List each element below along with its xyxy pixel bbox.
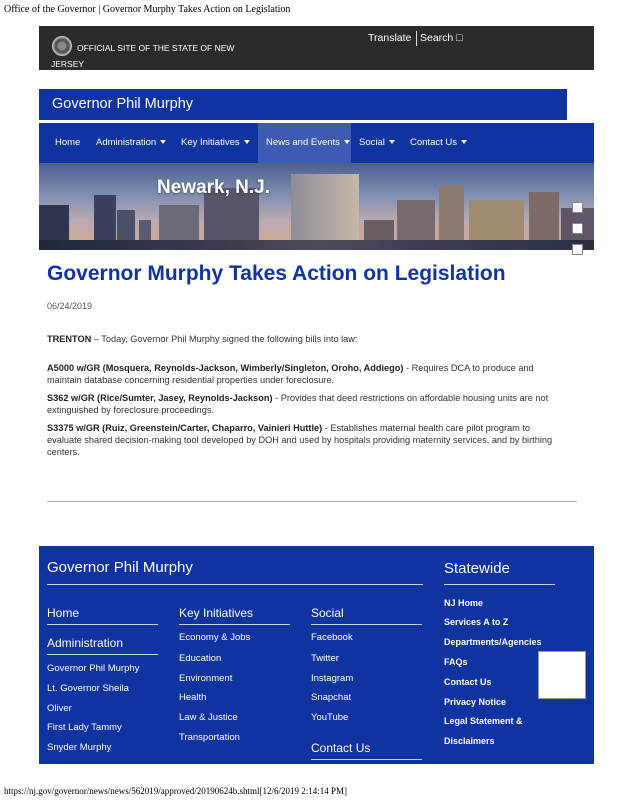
bill-id: S3375 w/GR (Ruiz, Greenstein/Carter, Chaparro, Vainieri Huttle) [47, 423, 323, 433]
main-nav [39, 123, 594, 163]
statewide-link[interactable]: Disclaimers [444, 736, 495, 746]
footer-link[interactable]: Health [179, 692, 207, 703]
side-checkbox[interactable] [572, 244, 583, 255]
bill-description: - Provides that deed restrictions on affordable housing units are not extinguished by foreclosure proceedings. [47, 393, 549, 415]
bill-item [47, 362, 557, 386]
print-header: Office of the Governor | Governor Murphy Takes Action on Legislation [4, 4, 291, 15]
nav-key-initiatives[interactable] [173, 123, 257, 163]
footer-rule [311, 759, 422, 760]
nav-news-and-events-label: News and Events [266, 137, 340, 148]
footer-rule [311, 624, 422, 625]
footer-link[interactable]: Economy & Jobs [179, 632, 251, 643]
site-title[interactable]: Governor Phil Murphy [52, 96, 194, 112]
footer-administration-heading[interactable]: Administration [47, 636, 124, 650]
footer-link[interactable]: Facebook [311, 632, 353, 643]
footer-link[interactable]: Law & Justice [179, 712, 238, 723]
footer-link[interactable]: Education [179, 653, 222, 664]
statewide-link[interactable]: Services A to Z [444, 617, 509, 627]
footer-rule [47, 624, 158, 625]
chevron-down-icon [389, 140, 395, 144]
footer-link[interactable]: YouTube [311, 712, 349, 723]
footer-link[interactable]: Instagram [311, 673, 354, 684]
statewide-link[interactable]: FAQs [444, 657, 468, 667]
statewide-link[interactable]: Privacy Notice [444, 697, 507, 707]
footer-title: Governor Phil Murphy [47, 559, 193, 576]
footer-rule [47, 654, 158, 655]
article-intro [47, 333, 557, 345]
skyline-banner [39, 163, 594, 250]
footer-link[interactable]: Transportation [179, 732, 240, 743]
bill-description: - Establishes maternal health care pilot program to evaluate shared decision-making tool developed by DOH and used by hospitals providing maternity services, and by birthing centers. [47, 423, 553, 457]
nav-home[interactable] [47, 123, 87, 163]
bill-id: S362 w/GR (Rice/Sumter, Jasey, Reynolds-Jackson) [47, 393, 273, 403]
footer-rule [444, 584, 555, 585]
footer-link[interactable]: Twitter [311, 653, 339, 664]
official-site-label[interactable]: OFFICIAL SITE OF THE STATE OF NEW JERSEY [51, 43, 235, 69]
chevron-down-icon [244, 140, 250, 144]
footer-link[interactable]: Governor Phil Murphy [47, 663, 140, 674]
bill-id: A5000 w/GR (Mosquera, Reynolds-Jackson, Wimberly/Singleton, Oroho, Addiego) [47, 363, 404, 373]
page-title: Governor Murphy Takes Action on Legislation [47, 262, 506, 285]
side-checkbox[interactable] [572, 202, 583, 213]
footer-link[interactable]: Oliver [47, 703, 72, 714]
statewide-heading: Statewide [444, 560, 510, 577]
nav-social[interactable] [351, 123, 402, 163]
chevron-down-icon [461, 140, 467, 144]
bill-item [47, 422, 557, 458]
bill-description: - Requires DCA to produce and maintain database concerning residential properties under foreclosure. [47, 363, 534, 385]
article-date: 06/24/2019 [47, 301, 93, 311]
footer-link[interactable]: Snapchat [311, 692, 352, 703]
footer-widget-box[interactable] [538, 651, 586, 699]
footer-link[interactable]: Lt. Governor Sheila [47, 683, 129, 694]
footer-contact-heading[interactable]: Contact Us [311, 741, 371, 755]
nav-administration-label: Administration [96, 137, 157, 148]
skyline-building [291, 174, 359, 250]
footer-social-heading[interactable]: Social [311, 606, 344, 620]
print-footer: https://nj.gov/governor/news/news/562019/approved/20190624b.shtml[12/6/2019 2:14:14 PM] [4, 786, 347, 796]
nav-news-and-events[interactable] [258, 123, 351, 163]
chevron-down-icon [344, 140, 350, 144]
side-checkbox[interactable] [572, 223, 583, 234]
nav-administration[interactable] [88, 123, 173, 163]
nav-contact-us-label: Contact Us [410, 137, 457, 148]
footer-home-link[interactable]: Home [47, 606, 80, 620]
intro-text: – Today, Governor Phil Murphy signed the following bills into law: [91, 334, 358, 344]
search-link[interactable]: Search □ [420, 32, 463, 44]
statewide-link[interactable]: Contact Us [444, 677, 492, 687]
chevron-down-icon [160, 140, 166, 144]
footer-rule [179, 624, 290, 625]
state-top-bar [39, 26, 594, 70]
footer-link[interactable]: Snyder Murphy [47, 742, 112, 753]
nav-home-label: Home [55, 137, 81, 148]
footer-link[interactable]: First Lady Tammy [47, 722, 122, 733]
nav-key-initiatives-label: Key Initiatives [181, 137, 240, 148]
site-title-bar [39, 89, 567, 120]
footer-link[interactable]: Environment [179, 673, 233, 684]
banner-title: Newark, N.J. [157, 177, 270, 198]
statewide-link[interactable]: NJ Home [444, 598, 484, 608]
dateline: TRENTON [47, 334, 92, 344]
site-footer [39, 546, 594, 764]
footer-key-initiatives-heading[interactable]: Key Initiatives [179, 606, 254, 620]
statewide-link[interactable]: Legal Statement & [444, 716, 523, 726]
nav-social-label: Social [359, 137, 385, 148]
bill-item [47, 392, 557, 416]
top-divider [416, 31, 417, 46]
translate-link[interactable]: Translate [368, 32, 412, 44]
content-divider [47, 501, 577, 502]
statewide-link[interactable]: Departments/Agencies [444, 637, 542, 647]
bridge [39, 240, 594, 250]
nav-contact-us[interactable] [402, 123, 474, 163]
footer-rule [47, 584, 423, 585]
